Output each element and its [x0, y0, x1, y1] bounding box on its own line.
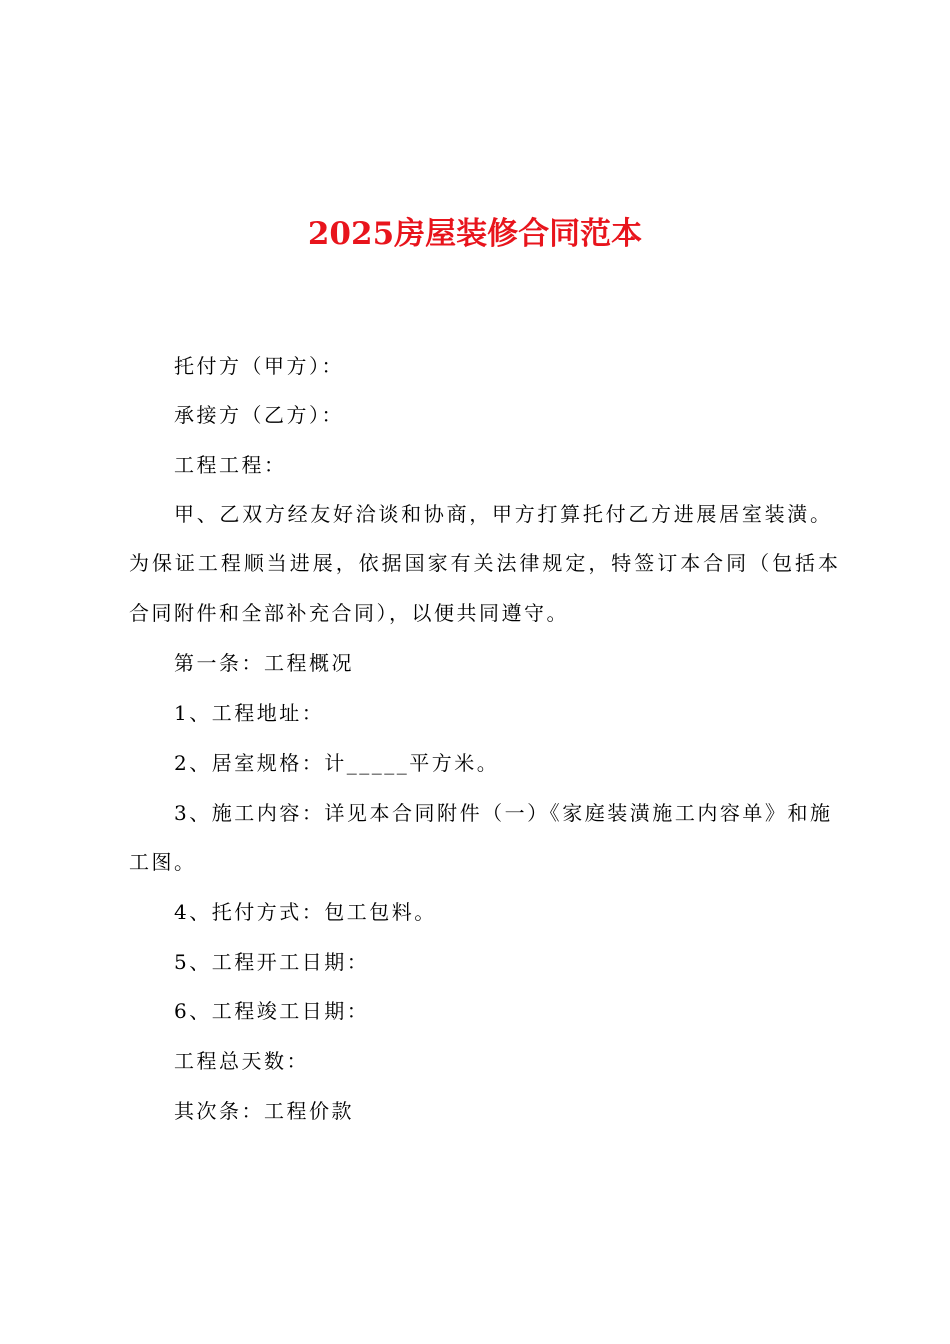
preamble-line-1: 甲、乙双方经友好洽谈和协商，甲方打算托付乙方进展居室装潢。 — [174, 502, 831, 526]
article-1-heading: 第一条：工程概况 — [174, 651, 354, 675]
total-days-line: 工程总天数： — [174, 1049, 309, 1073]
party-b-line: 承接方（乙方）： — [174, 403, 344, 427]
project-line: 工程工程： — [174, 453, 287, 477]
item-construction-content: 3、施工内容：详见本合同附件（一）《家庭装潢施工内容单》和施 — [174, 801, 831, 825]
preamble-line-2: 为保证工程顺当进展，依据国家有关法律规定，特签订本合同（包括本 — [129, 551, 839, 575]
item-project-address: 1、工程地址： — [174, 701, 325, 725]
item-construction-content-cont: 工图。 — [129, 850, 197, 874]
preamble-line-3: 合同附件和全部补充合同），以便共同遵守。 — [129, 601, 569, 625]
item-contract-method: 4、托付方式：包工包料。 — [174, 900, 437, 924]
article-2-heading: 其次条：工程价款 — [174, 1099, 354, 1123]
party-a-line: 托付方（甲方）： — [174, 354, 344, 378]
item-room-size: 2、居室规格：计_____平方米。 — [174, 751, 500, 775]
item-completion-date: 6、工程竣工日期： — [174, 999, 370, 1023]
item-start-date: 5、工程开工日期： — [174, 950, 370, 974]
document-title: 2025房屋装修合同范本 — [307, 216, 643, 252]
